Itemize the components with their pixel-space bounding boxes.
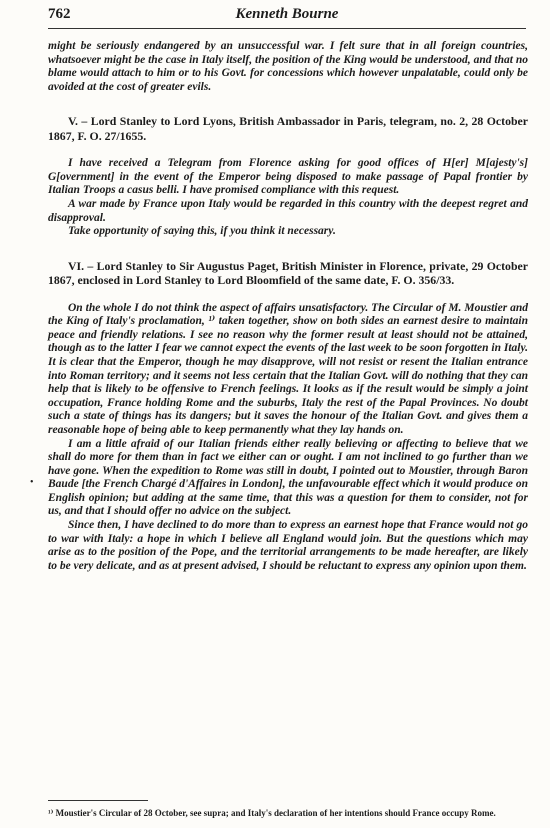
footnote-rule: [48, 800, 148, 801]
section-v-paragraph: I have received a Telegram from Florence asking for good offices of H[er] M[ajesty's] G[overnment] in the event of the Emperor being disposed to make passage of Papal frontier by Italian Troops a casus belli. I have promised compliance with this request.: [48, 157, 528, 197]
section-vi-paragraph: On the whole I do not think the aspect of affairs unsatisfactory. The Circular of M. Moustier and the King of Italy's proclamation, ¹⁾ taken together, show on both sides an earnest desire to maintain peace and friendly relations. I see no reason why the former result at least should not be attained, though as to the latter I fear we cannot expect the events of the last week to be soon forgotten in Italy. It is clear that the Emperor, though he may disapprove, will not resist or resent the Italian entrance into Roman territory; and it seems not less certain that the Italian Govt. will do nothing that they can help that is likely to be offensive to French feelings. It looks as if the result would be simply a joint occupation, France holding Rome and the suburbs, Italy the rest of the Papal Provinces. No doubt such a state of things has its dangers; but it saves the honour of the Italian Govt. and gives them a reasonable hope of being able to keep permanently what they lay hands on.: [48, 301, 529, 436]
section-v-paragraph: A war made by France upon Italy would be regarded in this country with the deepest regret and disapproval.: [48, 197, 528, 224]
margin-mark: •: [30, 477, 34, 488]
page-number: 762: [48, 6, 71, 22]
section-vi-heading: VI. – Lord Stanley to Sir Augustus Paget, British Minister in Florence, private, 29 October 1867, enclosed in Lord Stanley to Lord Bloomfield of the same date, F. O. 356/33.: [48, 258, 528, 288]
section-v-heading: V. – Lord Stanley to Lord Lyons, British Ambassador in Paris, telegram, no. 2, 28 October 1867, F. O. 27/1655.: [48, 114, 528, 143]
running-head: Kenneth Bourne: [235, 6, 339, 22]
footnote: ¹⁾ Moustier's Circular of 28 October, see supra; and Italy's declaration of her intentions should France occupy Rome.: [48, 808, 496, 818]
section-v-paragraph: Take opportunity of saying this, if you think it necessary.: [68, 225, 336, 238]
header-rule: [48, 28, 526, 29]
page-header: [48, 6, 526, 26]
section-vi-paragraph: I am a little afraid of our Italian friends either really believing or affecting to believe that we shall do more for them than in fact we either can or ought. I am not inclined to go further than we have gone. When the expedition to Rome was still in doubt, I pointed out to Moustier, through Baron Baude [the French Chargé d'Affaires in London], the unfavourable effect which it would produce on English opinion; but adding at the same time, that this was a question for them to consider, not for us, and that I should offer no advice on the subject.: [48, 437, 528, 518]
section-v: [48, 114, 528, 238]
document-body: [48, 40, 528, 573]
section-vi-paragraph: Since then, I have declined to do more than to express an earnest hope that France would not go to war with Italy: a hope in which I believe all England would join. But the questions which may arise as to the position of the Pope, and the territorial arrangements to be made hereafter, are likely to be very delicate, and as at present advised, I should be reluctant to express any opinion upon them.: [48, 519, 528, 572]
continuation-paragraph: might be seriously endangered by an unsuccessful war. I felt sure that in all foreign countries, whatsoever might be the case in Italy itself, the position of the King would be understood, and that no blame would attach to him or to his Govt. for concessions which however unpalatable, could only be avoided at the cost of greater evils.: [48, 40, 528, 93]
section-vi: [48, 259, 528, 574]
